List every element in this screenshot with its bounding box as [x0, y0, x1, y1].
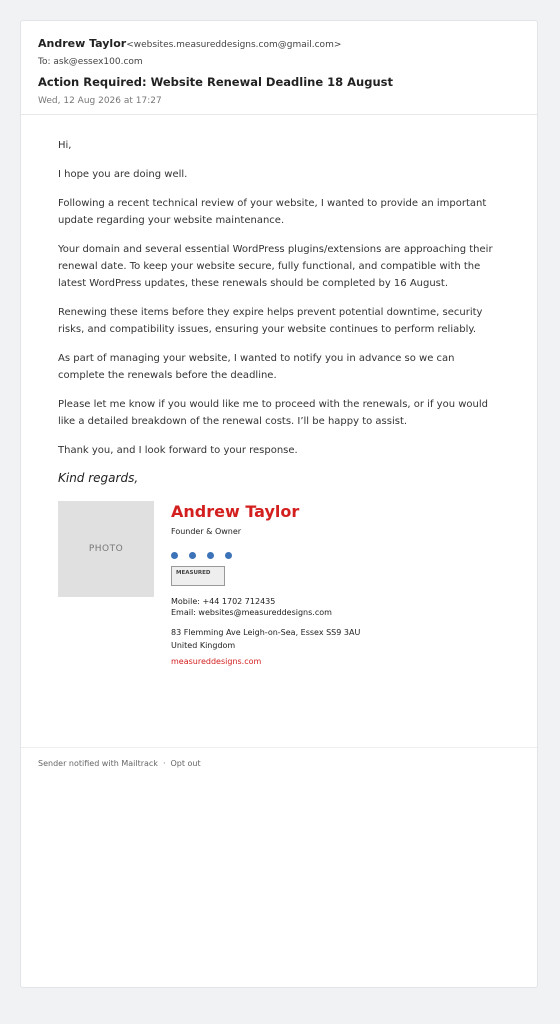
sender-email[interactable]: <websites.measureddesigns.com@gmail.com> [126, 40, 342, 50]
logo-text: MEASURED [176, 570, 211, 576]
signature-title: Founder & Owner [171, 527, 242, 536]
social-icon[interactable] [171, 552, 178, 559]
email-header [21, 21, 537, 115]
address-line: 83 Flemming Ave Leigh-on-Sea, Essex SS9 3AU [171, 628, 361, 637]
body-paragraph: Following a recent technical review of your website, I wanted to provide an important update regarding your website maintenance. [58, 198, 487, 226]
body-paragraph: I hope you are doing well. [58, 169, 188, 180]
signature-mobile: Mobile: +44 1702 712435 [171, 597, 276, 606]
website-link[interactable]: measureddesigns.com [171, 657, 262, 666]
email-signature [58, 501, 500, 666]
opt-out-link[interactable]: Opt out [170, 759, 201, 768]
signature-address [171, 626, 360, 652]
body-paragraph: Hi, [58, 140, 72, 151]
company-logo [171, 566, 225, 586]
body-paragraph: As part of managing your website, I wanted to notify you in advance so we can complete the renewals before the deadline. [58, 353, 455, 381]
email-card [20, 20, 538, 988]
body-paragraph: Thank you, and I look forward to your response. [58, 445, 298, 456]
signature-email[interactable]: Email: websites@measureddesigns.com [171, 608, 332, 617]
mailtrack-footer [21, 747, 537, 779]
email-subject: Action Required: Website Renewal Deadline 18 August [38, 75, 394, 89]
social-icon[interactable] [189, 552, 196, 559]
email-date: Wed, 12 Aug 2026 at 17:27 [38, 96, 162, 106]
footer-separator: · [162, 759, 166, 768]
social-icons [171, 552, 360, 559]
social-icon[interactable] [207, 552, 214, 559]
signature-name: Andrew Taylor [171, 502, 300, 521]
body-paragraph: Please let me know if you would like me to proceed with the renewals, or if you would like a detailed breakdown of the renewal costs. I’ll be happy to assist. [58, 399, 488, 427]
profile-photo [58, 501, 154, 597]
sign-off: Kind regards, [58, 471, 139, 485]
tracker-text: Sender notified with Mailtrack [38, 759, 158, 768]
photo-placeholder-label: PHOTO [88, 544, 124, 554]
email-body [21, 115, 537, 666]
sender-name[interactable]: Andrew Taylor [38, 37, 127, 50]
body-paragraph: Your domain and several essential WordPress plugins/extensions are approaching their renewal date. To keep your website secure, fully functional, and compatible with the latest WordPress updates, these renewals should be completed by 16 August. [58, 244, 493, 289]
social-icon[interactable] [225, 552, 232, 559]
recipient-line: To: ask@essex100.com [38, 57, 143, 67]
address-line: United Kingdom [171, 641, 236, 650]
body-paragraph: Renewing these items before they expire helps prevent potential downtime, security risks, and compatibility issues, ensuring your website continues to perform reliably. [58, 307, 483, 335]
signature-details [171, 501, 360, 666]
from-line [38, 37, 520, 50]
